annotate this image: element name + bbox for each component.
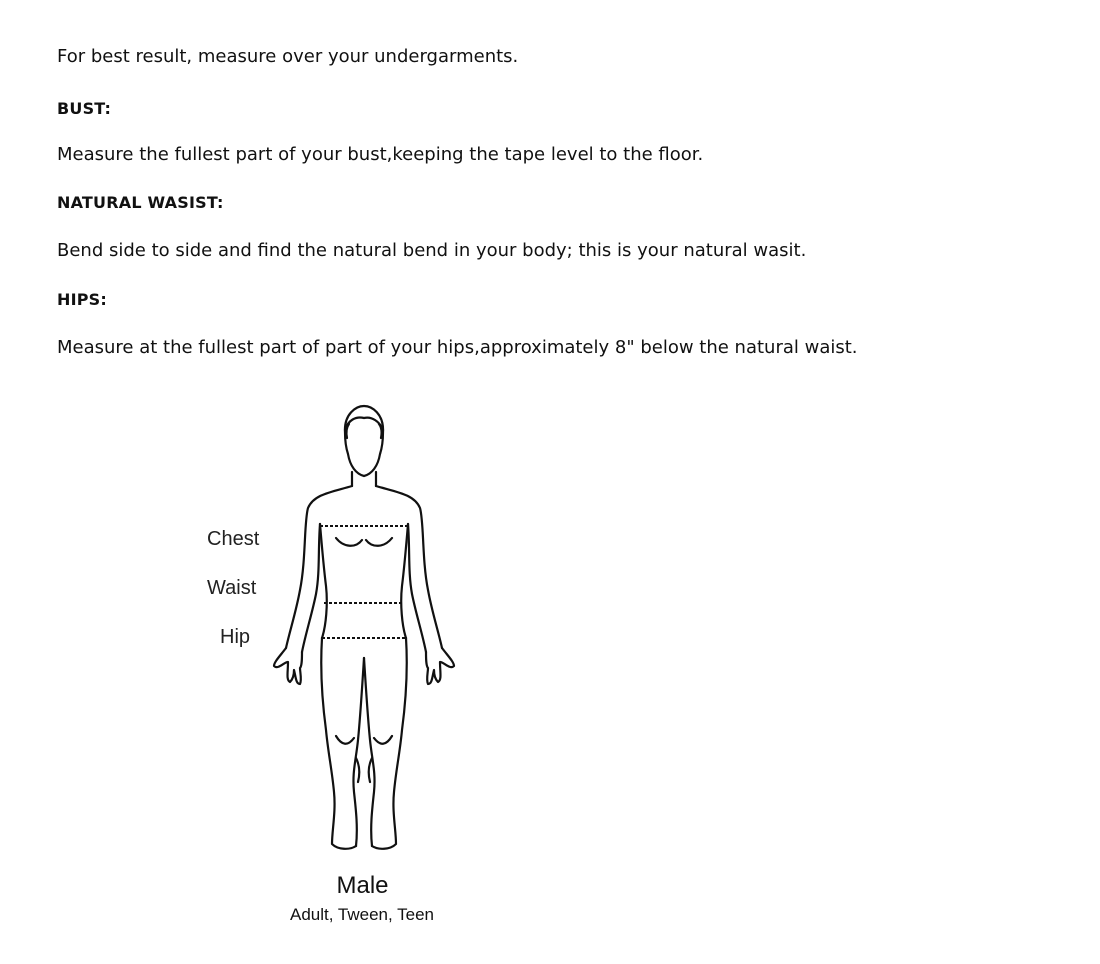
waist-text: Bend side to side and find the natural bend in your body; this is your natural wasit. bbox=[57, 240, 807, 261]
bust-heading: BUST: bbox=[57, 99, 112, 118]
hips-text: Measure at the fullest part of part of your hips,approximately 8" below the natural waist. bbox=[57, 337, 858, 358]
waist-heading: NATURAL WASIST: bbox=[57, 193, 224, 212]
figure-title: Male bbox=[336, 872, 389, 899]
hip-label: Hip bbox=[220, 626, 251, 648]
bust-text: Measure the fullest part of your bust,keeping the tape level to the floor. bbox=[57, 144, 704, 165]
human-body-outline-icon bbox=[260, 400, 460, 870]
hips-heading: HIPS: bbox=[57, 290, 107, 309]
waist-label: Waist bbox=[207, 577, 257, 599]
chest-label: Chest bbox=[207, 528, 260, 550]
intro-text: For best result, measure over your undergarments. bbox=[57, 46, 519, 67]
figure-subtitle: Adult, Tween, Teen bbox=[290, 905, 434, 924]
head-outline bbox=[345, 406, 383, 476]
